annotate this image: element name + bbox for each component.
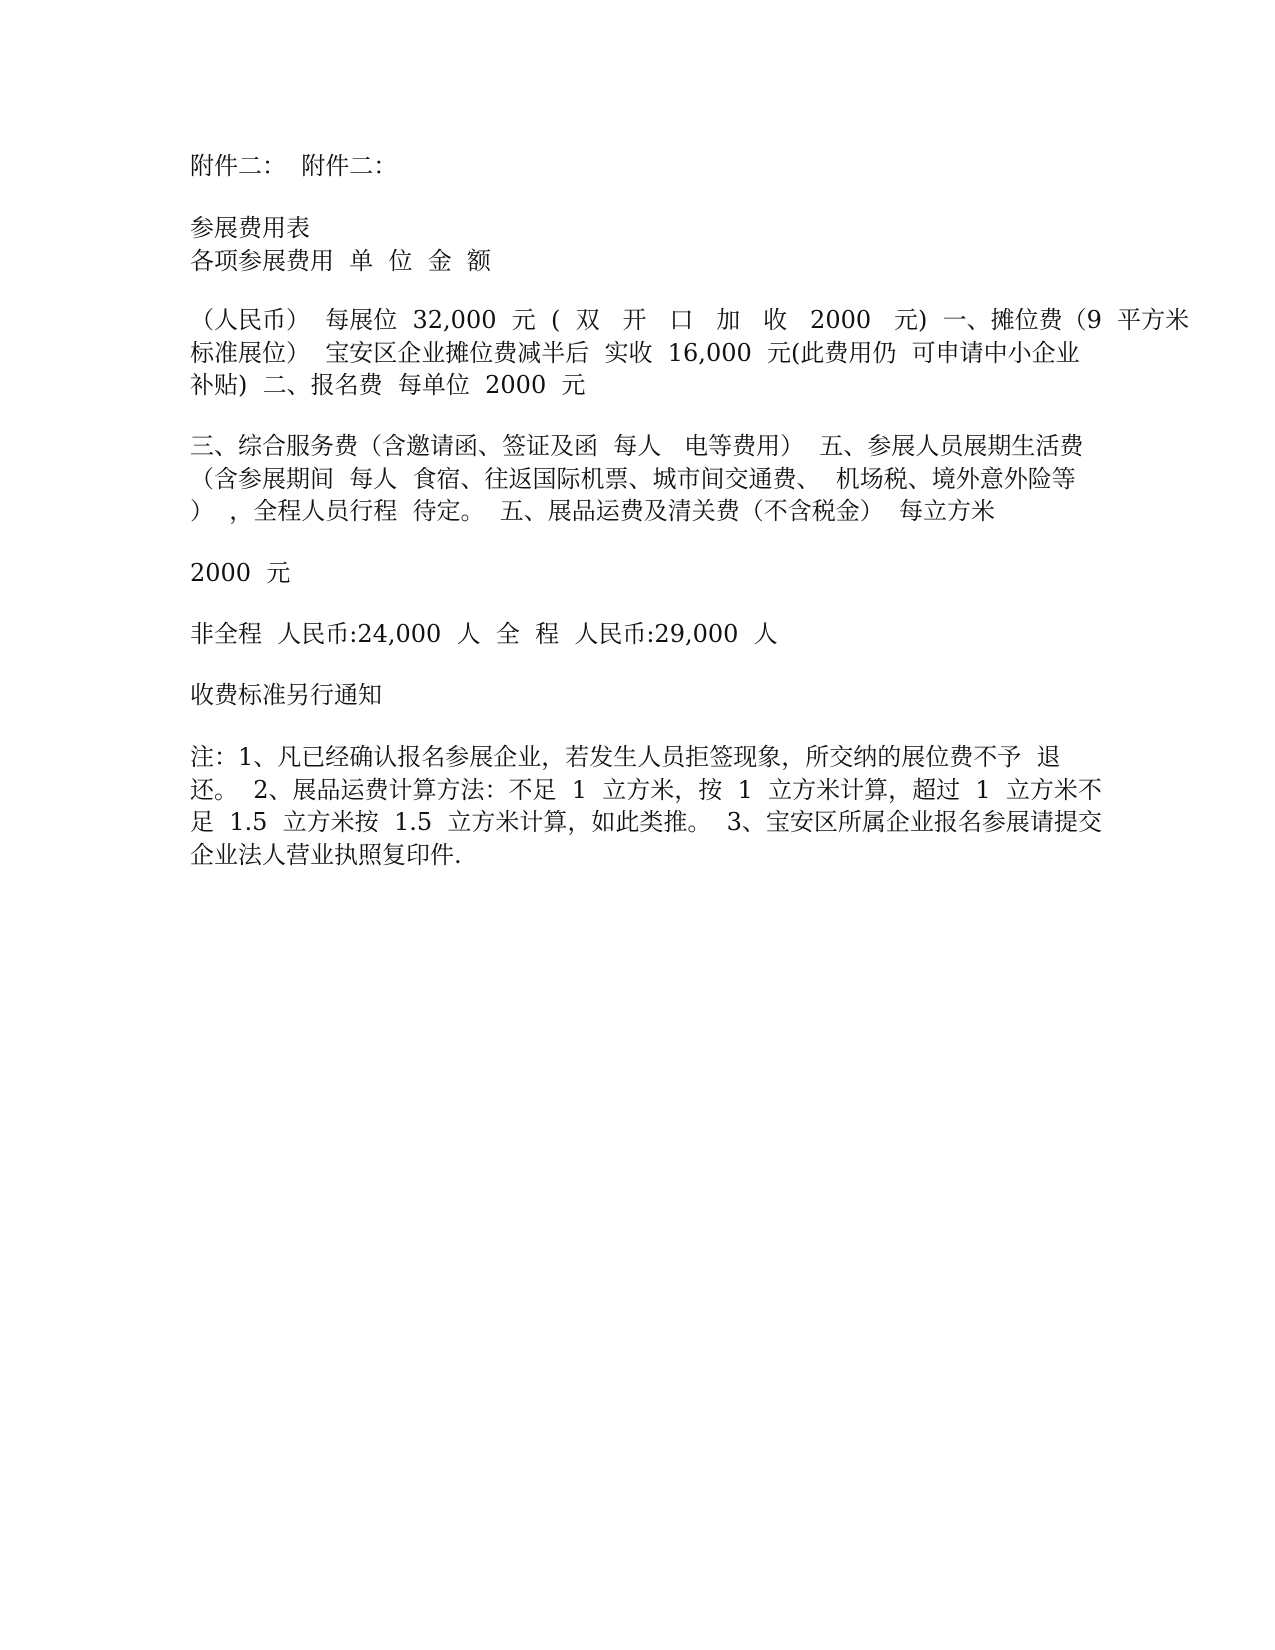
text-line: 非全程 人民币:24,000 人 全 程 人民币:29,000 人: [190, 620, 778, 648]
attachment-header: [190, 150, 1110, 183]
fee-standard-notice: [190, 679, 1110, 712]
service-and-living-fees: [190, 430, 1110, 528]
text-line: 三、综合服务费（含邀请函、签证及函 每人 电等费用） 五、参展人员展期生活费: [190, 432, 1084, 460]
text-line: 2000 元: [190, 559, 291, 587]
text-line: 补贴) 二、报名费 每单位 2000 元: [190, 371, 586, 400]
text-line: 注：1、凡已经确认报名参展企业，若发生人员拒签现象，所交纳的展位费不予 退: [190, 743, 1061, 771]
text-line: 企业法人营业执照复印件.: [190, 840, 462, 869]
booth-and-registration-fees: [190, 304, 1190, 402]
text-line: 足 1.5 立方米按 1.5 立方米计算，如此类推。 3、宝安区所属企业报名参展请提交: [190, 808, 1102, 837]
fee-table-title: 参展费用表: [190, 214, 310, 242]
text-line: 收费标准另行通知: [190, 681, 382, 709]
text-line: 还。 2、展品运费计算方法：不足 1 立方米，按 1 立方米计算，超过 1 立方米不: [190, 775, 1102, 804]
attachment-header-text: 附件二： 附件二：: [190, 152, 398, 180]
text-line: 标准展位） 宝安区企业摊位费减半后 实收 16,000 元(此费用仍 可申请中小企业: [190, 338, 1080, 367]
shipping-fee-amount: [190, 557, 1110, 590]
text-line: （含参展期间 每人 食宿、往返国际机票、城市间交通费、 机场税、境外意外险等: [190, 464, 1076, 493]
per-person-fees: [190, 618, 1110, 651]
notes-block: [190, 741, 1110, 871]
text-line: （人民币） 每展位 32,000 元 ( 双 开 口 加 收 2000 元) 一、摊位费（9 平方米: [190, 306, 1190, 334]
text-line: ） ，全程人员行程 待定。 五、展品运费及清关费（不含税金） 每立方米: [190, 497, 996, 526]
fee-table-title-block: [190, 212, 1110, 277]
fee-table-column-headers: 各项参展费用 单 位 金 额: [190, 246, 492, 275]
